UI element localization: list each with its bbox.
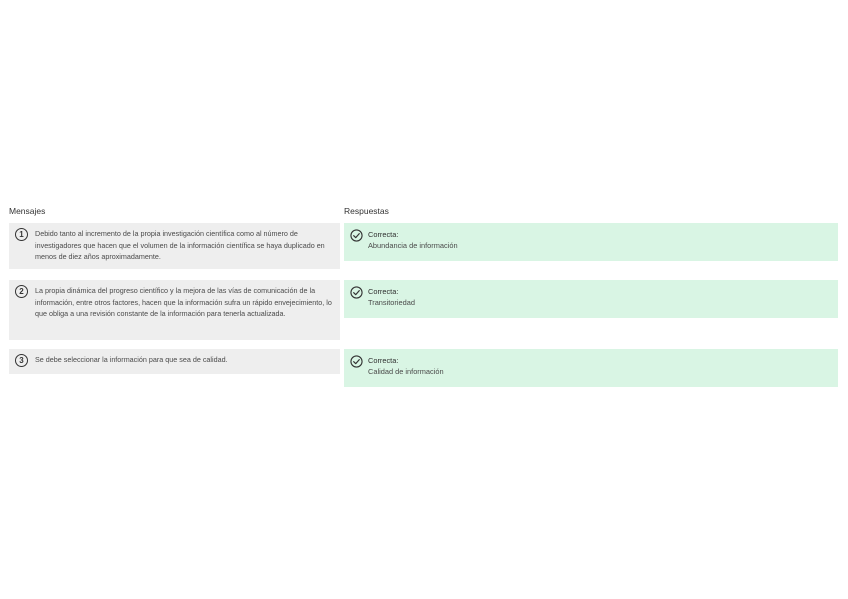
check-circle-icon [350,355,363,368]
answer-text: Abundancia de información [368,241,458,250]
answer-status: Correcta: [368,356,399,365]
answer-text: Transitoriedad [368,298,415,307]
answer-card [344,280,838,318]
message-text: Debido tanto al incremento de la propia investigación científica como al número de investigadores que hacen que el volumen de la información científica se haya duplicado en menos de diez años aproximadamente. [35,229,325,261]
mensajes-header: Mensajes [9,206,46,216]
check-circle-icon [350,286,363,299]
message-card [9,280,340,340]
answer-status: Correcta: [368,287,399,296]
message-card [9,349,340,374]
answer-status: Correcta: [368,230,399,239]
answer-card [344,223,838,261]
respuestas-header: Respuestas [344,206,389,216]
number-badge: 2 [15,285,28,298]
answer-card [344,349,838,387]
check-circle-icon [350,229,363,242]
number-badge: 3 [15,354,28,367]
message-text: La propia dinámica del progreso científico y la mejora de las vías de comunicación de la información, entre otros factores, hacen que la información sufra un rápido envejecimiento, lo que obliga a una revisión constante de la información para tenerla actualizada. [35,286,332,318]
message-text: Se debe seleccionar la información para que sea de calidad. [35,355,228,364]
answer-text: Calidad de información [368,367,444,376]
number-badge: 1 [15,228,28,241]
message-card [9,223,340,269]
